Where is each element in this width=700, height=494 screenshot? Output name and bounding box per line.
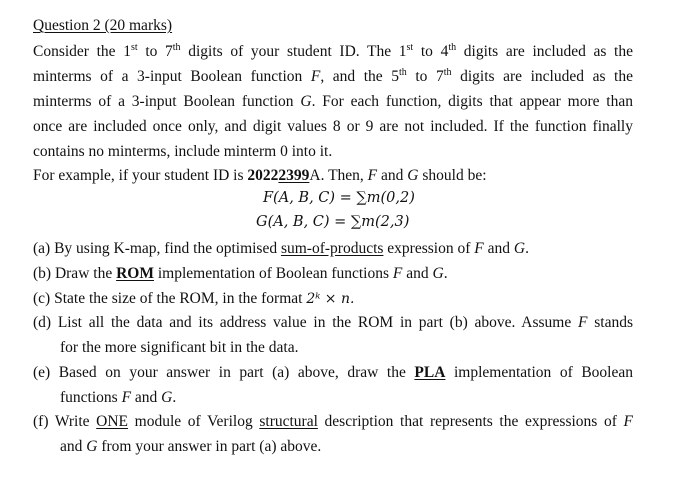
question-title: Question 2 (20 marks) <box>33 17 173 34</box>
part-c: (c) State the size of the ROM, in the format 2ᵏ × n. <box>33 290 355 307</box>
part-e-line-2: functions F and G. <box>60 389 177 406</box>
equation-f: F(A, B, C) = ∑m(0,2) <box>263 190 415 206</box>
intro-line-4: once are included once only, and digit values 8 or 9 are not included. If the function finally <box>33 118 633 135</box>
part-d-line-2: for the more significant bit in the data. <box>60 339 299 356</box>
part-d-line-1: (d) List all the data and its address value in the ROM in part (b) above. Assume F stands <box>33 314 633 331</box>
part-e-line-1: (e) Based on your answer in part (a) above, draw the PLA implementation of Boolean <box>33 364 633 381</box>
intro-line-3: minterms of a 3-input Boolean function G. For each function, digits that appear more than <box>33 93 633 110</box>
part-a: (a) By using K-map, find the optimised sum-of-products expression of F and G. <box>33 240 529 257</box>
intro-line-2: minterms of a 3-input Boolean function F, and the 5th to 7th digits are included as the <box>33 67 633 85</box>
equation-g: G(A, B, C) = ∑m(2,3) <box>256 214 410 230</box>
part-f-line-1: (f) Write ONE module of Verilog structural description that represents the expressions of F <box>33 413 633 430</box>
intro-line-1: Consider the 1st to 7th digits of your student ID. The 1st to 4th digits are included as the <box>33 42 633 60</box>
part-f-line-2: and G from your answer in part (a) above. <box>60 438 322 455</box>
intro-line-5: contains no minterms, include minterm 0 into it. <box>33 143 333 160</box>
example-line: For example, if your student ID is 20222399A. Then, F and G should be: <box>33 167 487 184</box>
part-b: (b) Draw the ROM implementation of Boolean functions F and G. <box>33 265 448 282</box>
